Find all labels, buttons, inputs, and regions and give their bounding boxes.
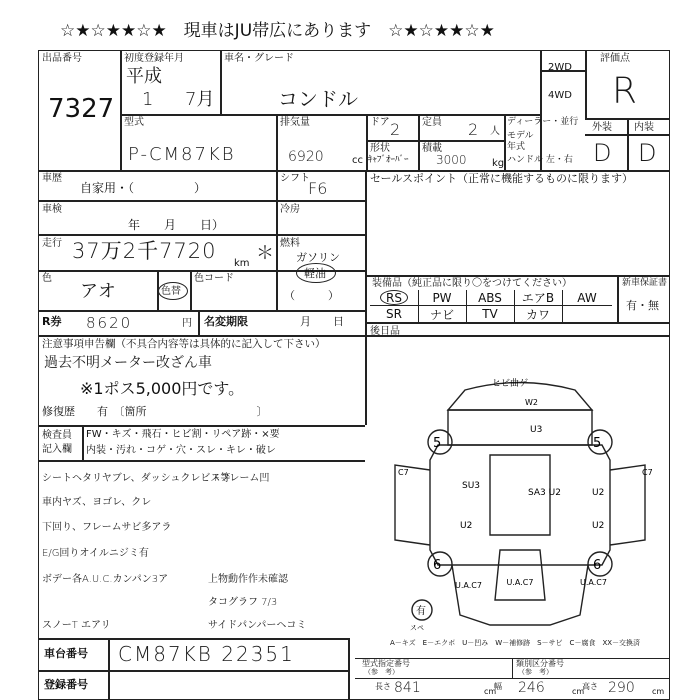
notes-line1: 過去不明メーター改ざん車 bbox=[44, 355, 212, 371]
capacity-label: 定員 bbox=[422, 117, 442, 128]
left-note-2: 車内ヤズ、ヨゴレ、クレ bbox=[42, 497, 152, 508]
width-unit: cm bbox=[572, 687, 585, 696]
recycle-label: R券 bbox=[42, 315, 62, 328]
diagram-roof: SA3 U2 bbox=[528, 488, 561, 498]
inspector-row2: 内装・汚れ・コゲ・穴・スレ・キレ・破レ bbox=[86, 445, 276, 456]
equip-abs: ABS bbox=[478, 290, 502, 305]
first-reg-month: 7月 bbox=[185, 89, 215, 110]
warranty-label: 新車保証書 bbox=[622, 278, 668, 288]
mileage-mark: ＊ bbox=[256, 243, 274, 264]
type-no-label: 類別区分番号 bbox=[516, 659, 564, 668]
lot-label: 出品番号 bbox=[42, 53, 82, 64]
grade-value: R bbox=[612, 71, 638, 112]
equipment-label: 装備品（純正品に限り〇をつけてください） bbox=[372, 278, 572, 289]
chassis-label: 車台番号 bbox=[44, 647, 88, 660]
diagram-rear-center: U.A.C7 bbox=[506, 578, 534, 587]
first-reg-label: 初度登録年月 bbox=[124, 53, 184, 64]
shape-value: ｷｬﾌﾞｵｰﾊﾞｰ bbox=[368, 155, 409, 165]
notes-line2: ※1ポス5,000円です。 bbox=[80, 379, 245, 398]
diagram-rear-left: U.A.C7 bbox=[455, 581, 482, 590]
fuel-label: 燃料 bbox=[280, 238, 300, 249]
drive-2wd: 2WD bbox=[548, 62, 572, 73]
mileage-unit: km bbox=[234, 258, 250, 269]
class-no-label: 型式指定番号 bbox=[362, 659, 410, 668]
history-value: 自家用・（ ） bbox=[80, 181, 207, 195]
equip-sr: SR bbox=[386, 307, 402, 321]
left-note-4: E/G回りオイルニジミ有 bbox=[42, 548, 149, 559]
equip-airbag: エアB bbox=[521, 291, 555, 305]
model-value: P-CM87KB bbox=[128, 144, 236, 165]
color-change-circle bbox=[158, 282, 188, 300]
diagram-stamp-sub: スペ bbox=[410, 624, 424, 632]
fuel-other: （ ） bbox=[284, 289, 339, 302]
warranty-value: 有・無 bbox=[626, 299, 659, 312]
load-label: 積載 bbox=[422, 143, 442, 154]
equipment-grid bbox=[370, 290, 612, 322]
length-value: 841 bbox=[394, 680, 421, 696]
fuel-gasoline: ガソリン bbox=[296, 251, 340, 264]
interior-label: 内装 bbox=[634, 122, 654, 133]
inspector-row1: FW・キズ・飛石・ヒビ割・リペア跡・×要 bbox=[86, 429, 280, 440]
interior-grade: D bbox=[638, 139, 657, 167]
shift-value: F6 bbox=[308, 179, 328, 198]
equip-rs-circle bbox=[380, 290, 408, 305]
equip-leather: カワ bbox=[525, 307, 550, 322]
diagram-right-side: U2 bbox=[592, 488, 605, 498]
diagram-hood: U3 bbox=[530, 425, 543, 435]
mileage-label: 走行 bbox=[42, 238, 62, 249]
exterior-grade: D bbox=[593, 139, 612, 167]
color-change: 色替 bbox=[161, 286, 181, 297]
left-note-3: 下回り、フレームサビ多アラ bbox=[42, 522, 172, 533]
diagram-num-6b: 6 bbox=[593, 558, 602, 573]
inspection-value: 年 月 日） bbox=[128, 218, 225, 232]
displacement-unit: cc bbox=[352, 155, 363, 166]
right-note-3: サイドパンパーヘコミ bbox=[208, 620, 307, 631]
banner: ☆★☆★★☆★ 現車はJU帯広にあります ☆★☆★★☆★ bbox=[60, 21, 495, 41]
diagram-left-c: C7 bbox=[398, 468, 409, 477]
color-code-label: 色コード bbox=[194, 273, 234, 284]
doors-value: 2 bbox=[390, 120, 401, 139]
diagram-num-5b: 5 bbox=[593, 436, 602, 451]
load-value: 3000 bbox=[436, 153, 467, 167]
bottom-note: スノーT エアリ bbox=[42, 620, 111, 631]
diagram-right-c: C7 bbox=[642, 468, 653, 477]
model-label: 型式 bbox=[124, 117, 144, 128]
displacement-value: 6920 bbox=[288, 149, 324, 165]
notes-header: 注意事項申告欄（不具合内容等は具体的に記入して下さい） bbox=[42, 338, 326, 350]
notes-repair: 修復歴 有 〔箇所 〕 bbox=[42, 405, 268, 418]
left-note-5: ボデー各A.U.C.カンパン3ア bbox=[42, 574, 169, 585]
damage-legend: A－キズ E－エクボ U－凹み W－補修跡 S－サビ C－腐食 XX－交換済 bbox=[390, 639, 641, 647]
height-unit: cm bbox=[652, 687, 665, 696]
load-unit: kg bbox=[492, 158, 505, 169]
equip-rs: RS bbox=[386, 290, 402, 305]
equip-aw: AW bbox=[577, 290, 597, 305]
length-label: 長さ bbox=[375, 682, 391, 691]
dealer-label: ディーラー・並行 bbox=[507, 117, 579, 127]
equip-navi: ナビ bbox=[429, 307, 454, 322]
diagram-front-w: W2 bbox=[525, 398, 538, 407]
displacement-label: 排気量 bbox=[280, 117, 310, 128]
drive-4wd: 4WD bbox=[548, 90, 572, 101]
model-year-label1: モデル bbox=[507, 131, 534, 141]
diagram-top-label: ヒビ曲ゲ bbox=[491, 379, 529, 389]
fuel-diesel: 軽油 bbox=[304, 267, 326, 280]
type-no-ref: （参 考） bbox=[518, 668, 553, 676]
class-no-ref: （参 考） bbox=[364, 668, 399, 676]
lot-number: 7327 bbox=[48, 94, 115, 124]
capacity-unit: 人 bbox=[490, 126, 500, 137]
length-unit: cm bbox=[484, 687, 497, 696]
diagram-right-door: U2 bbox=[592, 521, 605, 531]
first-reg-era: 平成 bbox=[126, 66, 162, 87]
height-value: 290 bbox=[608, 680, 635, 696]
sales-point-label: セールスポイント（正常に機能するものに限ります） bbox=[370, 172, 634, 185]
capacity-value: 2 bbox=[468, 120, 479, 139]
shift-label: シフト bbox=[280, 173, 310, 184]
fuel-selected-circle bbox=[296, 263, 336, 283]
frame-note: Fフレーム凹 bbox=[214, 473, 270, 484]
diagram-stamp: 有 bbox=[416, 606, 426, 617]
diagram-rear-right: U.A.C7 bbox=[580, 578, 607, 587]
diagram-left-side: SU3 bbox=[462, 481, 481, 491]
chassis-value: CM87KB 22351 bbox=[118, 642, 295, 666]
recycle-value: 8620 bbox=[86, 314, 133, 332]
shape-label: 形状 bbox=[370, 143, 390, 154]
equip-pw: PW bbox=[432, 290, 452, 305]
left-note-1: シートヘタリヤブレ、ダッシュクレビス等 bbox=[42, 473, 231, 484]
right-note-1: 上物動作作未確認 bbox=[208, 574, 288, 585]
equip-tv: TV bbox=[482, 307, 498, 321]
height-label: 高さ bbox=[582, 682, 598, 691]
car-name-value: コンドル bbox=[278, 87, 358, 111]
diagram-left-door: U2 bbox=[460, 521, 473, 531]
registration-label: 登録番号 bbox=[44, 678, 88, 691]
inspector-label1: 検査員 bbox=[42, 430, 72, 441]
history-label: 車歴 bbox=[42, 173, 62, 184]
car-name-label: 車名・グレード bbox=[224, 53, 294, 64]
diagram-num-6a: 6 bbox=[433, 558, 442, 573]
inspection-label: 車検 bbox=[42, 204, 62, 215]
right-note-2: タコグラフ 7/3 bbox=[208, 597, 278, 608]
first-reg-year: 1 bbox=[142, 89, 154, 110]
color-label: 色 bbox=[42, 273, 52, 284]
back-date-label: 後日品 bbox=[370, 326, 400, 337]
diagram-num-5a: 5 bbox=[433, 436, 442, 451]
deadline-label: 名変期限 bbox=[204, 315, 248, 328]
cooling-label: 冷房 bbox=[280, 204, 300, 215]
grade-label: 評価点 bbox=[600, 53, 630, 64]
doors-label: ドア bbox=[370, 117, 390, 128]
mileage-value: 37万2千7720 bbox=[72, 239, 217, 263]
model-year-label2: 年式 bbox=[507, 142, 526, 152]
damage-diagram bbox=[370, 370, 670, 635]
inspector-label2: 記入欄 bbox=[42, 444, 72, 455]
recycle-unit: 円 bbox=[182, 318, 192, 329]
width-value: 246 bbox=[518, 680, 545, 696]
handle-label: ハンドル 左・右 bbox=[507, 155, 573, 165]
color-value: アオ bbox=[80, 281, 116, 302]
exterior-label: 外装 bbox=[592, 122, 612, 133]
deadline-value: 月 日 bbox=[300, 315, 344, 328]
width-label: 幅 bbox=[494, 682, 502, 691]
